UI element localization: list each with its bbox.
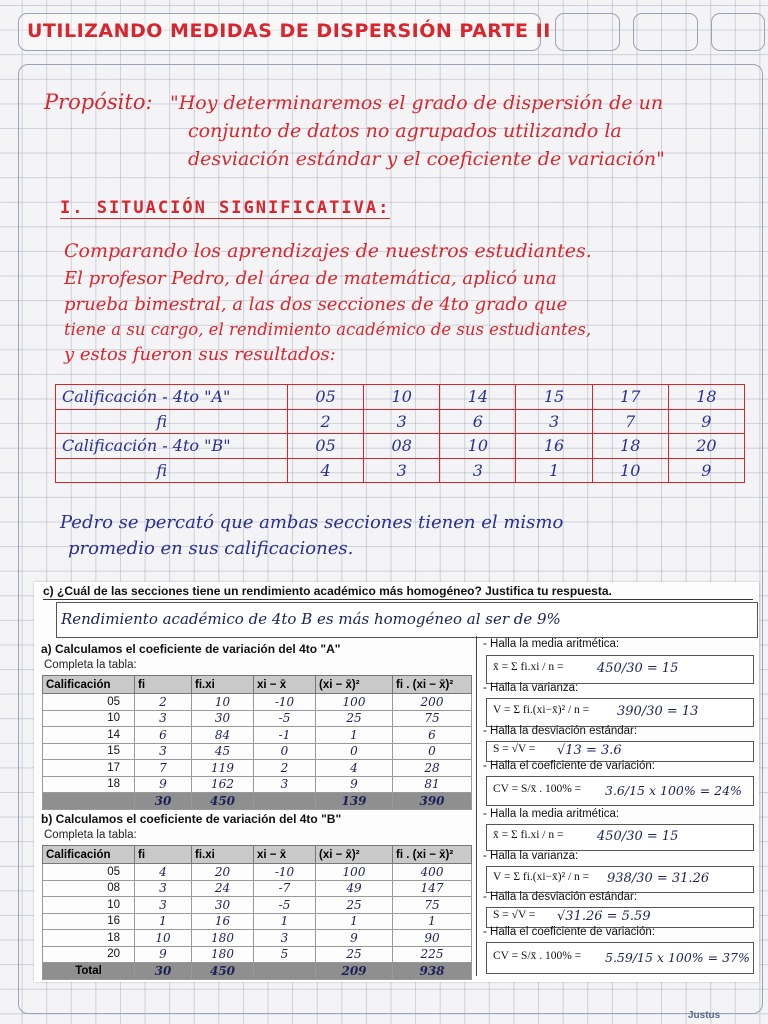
freq-cell: 9: [668, 458, 744, 483]
deviation[interactable]: -5: [254, 710, 316, 727]
fi-deviation-sq[interactable]: 1: [393, 913, 472, 930]
deviation-sq[interactable]: 49: [316, 880, 393, 897]
sd-formula: S = √V =: [493, 743, 536, 755]
fi-deviation-sq[interactable]: 225: [393, 946, 472, 963]
grade-cell: 15: [516, 385, 592, 410]
freq-cell: 6: [440, 409, 516, 434]
col-header: Calificación: [43, 676, 135, 694]
step-a-sd-label: - Halla la desviación estándar:: [483, 725, 638, 737]
table-b: [42, 845, 472, 980]
answer-c-text: Rendimiento académico de 4to B es más homogéneo al ser de 9%: [61, 610, 561, 628]
purpose-text-1: "Hoy determinaremos el grado de dispersión de un: [170, 92, 664, 114]
deviation[interactable]: -7: [254, 880, 316, 897]
step-a-mean-label: - Halla la media aritmética:: [483, 638, 620, 650]
fi-xi[interactable]: 10: [192, 694, 254, 711]
total-label: [43, 793, 135, 810]
table-row: [43, 776, 472, 793]
total-empty: [254, 963, 316, 980]
section-a-heading: a) Calculamos el coeficiente de variación del 4to "A": [41, 642, 341, 656]
table-row: [43, 864, 472, 881]
total-fi[interactable]: 30: [135, 793, 192, 810]
total-row: [43, 963, 472, 980]
deviation[interactable]: 0: [254, 743, 316, 760]
step-b-mean-box[interactable]: [486, 824, 754, 851]
deviation-sq[interactable]: 1: [316, 913, 393, 930]
fi[interactable]: 3: [135, 743, 192, 760]
total-fi-xi[interactable]: 450: [192, 963, 254, 980]
freq-cell: 2: [288, 409, 364, 434]
deviation[interactable]: -1: [254, 727, 316, 744]
row-label: fi: [56, 409, 288, 434]
table-row: [43, 727, 472, 744]
step-a-mean-box[interactable]: [486, 655, 754, 684]
grade: 20: [43, 946, 135, 963]
fi[interactable]: 3: [135, 710, 192, 727]
fi-xi[interactable]: 16: [192, 913, 254, 930]
grade-cell: 08: [364, 434, 440, 459]
observation-line-2: promedio en sus calificaciones.: [68, 538, 354, 559]
grade: 10: [43, 710, 135, 727]
fi-deviation-sq[interactable]: 81: [393, 776, 472, 793]
col-header: (xi − x̄)²: [316, 676, 393, 694]
fi-deviation-sq[interactable]: 400: [393, 864, 472, 881]
grade-cell: 05: [288, 434, 364, 459]
freq-cell: 1: [516, 458, 592, 483]
fi[interactable]: 10: [135, 930, 192, 947]
freq-cell: 10: [592, 458, 668, 483]
grade-cell: 10: [364, 385, 440, 410]
situation-line-2: prueba bimestral, a las dos secciones de 4to grado que: [64, 294, 568, 315]
fi-deviation-sq[interactable]: 28: [393, 760, 472, 777]
step-b-sd-box[interactable]: [486, 907, 754, 928]
freq-cell: 3: [364, 409, 440, 434]
grade-cell: 10: [440, 434, 516, 459]
fi-deviation-sq[interactable]: 200: [393, 694, 472, 711]
deviation[interactable]: 2: [254, 760, 316, 777]
variance-formula: V = Σ fi.(xi−x̄)² / n =: [493, 704, 590, 716]
section-b-heading: b) Calculamos el coeficiente de variación del 4to "B": [41, 812, 342, 826]
situation-line-1: El profesor Pedro, del área de matemática, aplicó una: [64, 268, 557, 289]
table-header: [43, 846, 472, 864]
grade: 14: [43, 727, 135, 744]
total-deviation-sq[interactable]: 139: [316, 793, 393, 810]
deviation-sq[interactable]: 25: [316, 710, 393, 727]
grade: 05: [43, 864, 135, 881]
grade: 16: [43, 913, 135, 930]
total-fi-deviation-sq[interactable]: 390: [393, 793, 472, 810]
mean-answer: 450/30 = 15: [597, 829, 679, 844]
observation-line-1: Pedro se percató que ambas secciones tienen el mismo: [60, 512, 564, 533]
cv-answer: 3.6/15 x 100% = 24%: [605, 783, 742, 798]
fi-xi[interactable]: 30: [192, 710, 254, 727]
grade: 10: [43, 897, 135, 914]
grade: 15: [43, 743, 135, 760]
col-header: fi.xi: [192, 676, 254, 694]
title-box: [18, 13, 551, 51]
col-header: fi . (xi − x̄)²: [393, 676, 472, 694]
col-header: xi − x̄: [254, 846, 316, 864]
fi-xi[interactable]: 84: [192, 727, 254, 744]
situation-heading: I. SITUACIÓN SIGNIFICATIVA:: [60, 198, 391, 218]
grades-row-b: [56, 434, 745, 459]
mean-answer: 450/30 = 15: [597, 661, 679, 676]
freq-cell: 3: [516, 409, 592, 434]
total-empty: [254, 793, 316, 810]
fi-deviation-sq[interactable]: 147: [393, 880, 472, 897]
total-label: Total: [43, 963, 135, 980]
total-fi-xi[interactable]: 450: [192, 793, 254, 810]
fi-deviation-sq[interactable]: 6: [393, 727, 472, 744]
col-header: (xi − x̄)²: [316, 846, 393, 864]
step-a-cv-label: - Halla el coeficiente de variación:: [483, 760, 655, 772]
freq-cell: 3: [440, 458, 516, 483]
table-row: [43, 930, 472, 947]
total-row: [43, 793, 472, 810]
deviation-sq[interactable]: 4: [316, 760, 393, 777]
fi-deviation-sq[interactable]: 90: [393, 930, 472, 947]
step-b-cv-label: - Halla el coeficiente de variación:: [483, 926, 655, 938]
col-header: fi . (xi − x̄)²: [393, 846, 472, 864]
step-a-cv-box[interactable]: [486, 776, 754, 806]
table-header: [43, 676, 472, 694]
step-b-mean-label: - Halla la media aritmética:: [483, 808, 620, 820]
step-a-variance-box[interactable]: [486, 698, 754, 727]
table-row: [43, 897, 472, 914]
fi[interactable]: 4: [135, 864, 192, 881]
grade-cell: 18: [668, 385, 744, 410]
total-fi[interactable]: 30: [135, 963, 192, 980]
fi[interactable]: 9: [135, 946, 192, 963]
cv-formula: CV = S/x̄ . 100% =: [493, 950, 582, 962]
fi-deviation-sq[interactable]: 75: [393, 897, 472, 914]
fi-xi[interactable]: 119: [192, 760, 254, 777]
grade-cell: 20: [668, 434, 744, 459]
situation-line-4: y estos fueron sus resultados:: [64, 344, 336, 365]
section-a-sub: Completa la tabla:: [44, 659, 137, 671]
total-fi-deviation-sq[interactable]: 938: [393, 963, 472, 980]
table-row: [43, 743, 472, 760]
deviation[interactable]: 5: [254, 946, 316, 963]
deviation-sq[interactable]: 25: [316, 897, 393, 914]
page-title: UTILIZANDO MEDIDAS DE DISPERSIÓN PARTE II: [27, 20, 551, 42]
table-row: [43, 760, 472, 777]
fi-xi[interactable]: 162: [192, 776, 254, 793]
grade: 05: [43, 694, 135, 711]
sd-formula: S = √V =: [493, 909, 536, 921]
fi-xi[interactable]: 180: [192, 946, 254, 963]
fi-xi[interactable]: 24: [192, 880, 254, 897]
deviation-sq[interactable]: 100: [316, 864, 393, 881]
deviation[interactable]: 1: [254, 913, 316, 930]
col-header: xi − x̄: [254, 676, 316, 694]
fi-xi[interactable]: 180: [192, 930, 254, 947]
freq-row-a: [56, 409, 745, 434]
table-row: [43, 913, 472, 930]
deviation[interactable]: -10: [254, 864, 316, 881]
fi[interactable]: 9: [135, 776, 192, 793]
table-row: [43, 880, 472, 897]
question-c: c) ¿Cuál de las secciones tiene un rendimiento académico más homogéneo? Justifica tu respuesta.: [43, 584, 753, 600]
grade-cell: 14: [440, 385, 516, 410]
freq-cell: 7: [592, 409, 668, 434]
column-divider: [476, 636, 477, 976]
col-header: fi: [135, 676, 192, 694]
step-a-sd-box[interactable]: [486, 741, 754, 762]
variance-answer: 390/30 = 13: [617, 704, 699, 719]
mean-formula: x̄ = Σ fi.xi / n =: [493, 661, 564, 673]
answer-box-c: [56, 602, 758, 638]
variance-answer: 938/30 = 31.26: [607, 871, 710, 886]
grades-table: [55, 384, 745, 483]
grades-row-a: [56, 385, 745, 410]
deviation[interactable]: -5: [254, 897, 316, 914]
cv-answer: 5.59/15 x 100% = 37%: [605, 950, 750, 965]
deviation-sq[interactable]: 9: [316, 930, 393, 947]
variance-formula: V = Σ fi.(xi−x̄)² / n =: [493, 871, 590, 883]
table-row: [43, 694, 472, 711]
step-b-variance-box[interactable]: [486, 866, 754, 893]
row-label: Calificación - 4to "A": [56, 385, 288, 410]
freq-cell: 9: [668, 409, 744, 434]
grade: 18: [43, 776, 135, 793]
step-a-variance-label: - Halla la varianza:: [483, 682, 579, 694]
header-date-box-2: [633, 13, 698, 51]
publisher-logo: Justus: [688, 1010, 721, 1021]
sd-answer: √31.26 = 5.59: [557, 909, 651, 924]
col-header: Calificación: [43, 846, 135, 864]
col-header: fi: [135, 846, 192, 864]
freq-row-b: [56, 458, 745, 483]
fi[interactable]: 3: [135, 880, 192, 897]
situation-line-3: tiene a su cargo, el rendimiento académico de sus estudiantes,: [64, 320, 592, 339]
row-label: fi: [56, 458, 288, 483]
deviation-sq[interactable]: 1: [316, 727, 393, 744]
fi[interactable]: 6: [135, 727, 192, 744]
deviation-sq[interactable]: 9: [316, 776, 393, 793]
table-row: [43, 710, 472, 727]
fi-xi[interactable]: 45: [192, 743, 254, 760]
header-date-box-3: [711, 13, 765, 51]
mean-formula: x̄ = Σ fi.xi / n =: [493, 829, 564, 841]
step-b-variance-label: - Halla la varianza:: [483, 850, 579, 862]
deviation[interactable]: 3: [254, 930, 316, 947]
freq-cell: 4: [288, 458, 364, 483]
table-row: [43, 946, 472, 963]
deviation-sq[interactable]: 0: [316, 743, 393, 760]
deviation[interactable]: 3: [254, 776, 316, 793]
row-label: Calificación - 4to "B": [56, 434, 288, 459]
grade-cell: 18: [592, 434, 668, 459]
fi[interactable]: 3: [135, 897, 192, 914]
grade: 08: [43, 880, 135, 897]
grade-cell: 16: [516, 434, 592, 459]
cv-formula: CV = S/x̄ . 100% =: [493, 783, 582, 795]
fi[interactable]: 7: [135, 760, 192, 777]
col-header: fi.xi: [192, 846, 254, 864]
grade-cell: 05: [288, 385, 364, 410]
step-b-sd-label: - Halla la desviación estándar:: [483, 891, 638, 903]
fi-xi[interactable]: 20: [192, 864, 254, 881]
grade: 17: [43, 760, 135, 777]
fi-deviation-sq[interactable]: 75: [393, 710, 472, 727]
table-a: [42, 675, 472, 810]
fi[interactable]: 2: [135, 694, 192, 711]
fi-xi[interactable]: 30: [192, 897, 254, 914]
fi[interactable]: 1: [135, 913, 192, 930]
purpose-text-2: conjunto de datos no agrupados utilizando la: [188, 120, 622, 142]
situation-intro: Comparando los aprendizajes de nuestros estudiantes.: [64, 240, 592, 262]
deviation-sq[interactable]: 100: [316, 694, 393, 711]
grade: 18: [43, 930, 135, 947]
total-deviation-sq[interactable]: 209: [316, 963, 393, 980]
deviation[interactable]: -10: [254, 694, 316, 711]
step-b-cv-box[interactable]: [486, 942, 754, 974]
section-b-sub: Completa la tabla:: [44, 829, 137, 841]
purpose-text-3: desviación estándar y el coeficiente de variación": [188, 148, 665, 170]
freq-cell: 3: [364, 458, 440, 483]
purpose-label: Propósito:: [44, 90, 153, 114]
sd-answer: √13 = 3.6: [557, 743, 622, 758]
fi-deviation-sq[interactable]: 0: [393, 743, 472, 760]
deviation-sq[interactable]: 25: [316, 946, 393, 963]
grade-cell: 17: [592, 385, 668, 410]
header-date-box-1: [555, 13, 620, 51]
